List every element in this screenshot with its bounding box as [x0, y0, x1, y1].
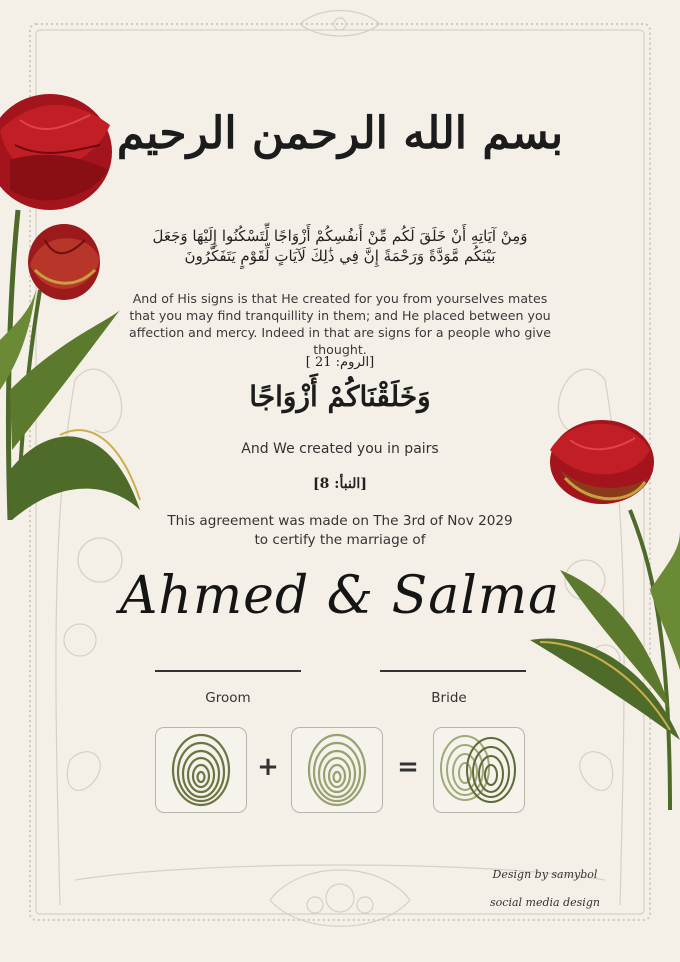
agreement-date-line: This agreement was made on The 3rd of Nov 2029 [167, 513, 513, 529]
groom-signature-line [155, 670, 301, 672]
bride-signature-line [380, 670, 526, 672]
pairs-verse-arabic: وَخَلَقْنَاكُمْ أَزْوَاجًا [249, 380, 431, 413]
basmala-calligraphy: بسم الله الرحمن الرحيم [116, 108, 564, 159]
quran-verse-english: And of His signs is that He created for you from yourselves mates that you may find tranquillity in them; and He placed between you affection and mercy. Indeed in that are signs for a people who give thought. [128, 291, 552, 357]
bride-label: Bride [431, 690, 467, 706]
verse-reference-rum: [الروم: 21 ] [305, 355, 375, 370]
designer-credit-line1: Design by samybol [492, 868, 598, 881]
merged-fingerprint-box [433, 727, 525, 813]
plus-sign: + [257, 752, 279, 782]
fingerprint-icon [169, 732, 233, 808]
merged-heart-fingerprint-icon [437, 732, 521, 808]
agreement-text [150, 512, 530, 550]
agreement-certify-line: to certify the marriage of [254, 532, 426, 548]
quran-verse-arabic: وَمِنْ آيَاتِهِ أَنْ خَلَقَ لَكُم مِّنْ أَنفُسِكُمْ أَزْوَاجًا لِّتَسْكُنُوا إِلَيْهَا وَجَعَلَ بَيْنَكُم مَّوَدَّةً وَرَحْمَةً إِنَّ فِي ذَٰلِكَ لَآيَاتٍ لِّقَوْمٍ يَتَفَكَّرُونَ [152, 227, 528, 265]
fingerprint-icon [305, 732, 369, 808]
verse-reference-naba: [النبأ: 8] [313, 476, 367, 492]
designer-credit-line2: social media design [490, 896, 600, 909]
pairs-verse-english: And We created you in pairs [241, 441, 439, 457]
equals-sign: = [397, 752, 419, 782]
groom-fingerprint-box [155, 727, 247, 813]
bride-fingerprint-box [291, 727, 383, 813]
couple-names: Ahmed & Salma [119, 566, 561, 626]
groom-label: Groom [205, 690, 251, 706]
